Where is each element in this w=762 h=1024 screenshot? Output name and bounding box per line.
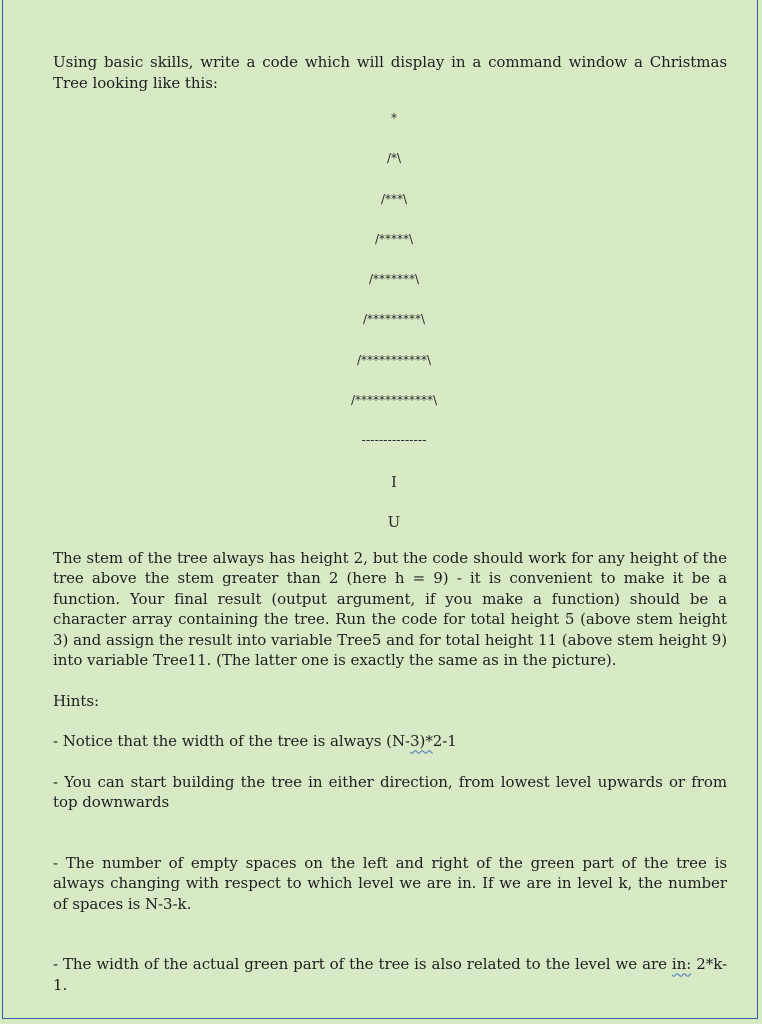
tree-line: /*********\: [362, 312, 426, 327]
hint-direction: - You can start building the tree in either direction, from lowest level upwards or from top downwards: [53, 772, 727, 812]
hint-width-text: - Notice that the width of the tree is always (N-: [53, 732, 411, 751]
christmas-tree-figure: [53, 111, 727, 536]
tree-line: /*****\: [374, 231, 414, 246]
hint-green-width-text-end: 2*k-1.: [53, 955, 727, 994]
spellcheck-marked-text: in:: [671, 955, 692, 974]
description-paragraph: The stem of the tree always has height 2, but the code should work for any height of the tree above the stem greater than 2 (here h = 9) - it is convenient to make it be a function. Your final result (output argument, if you make a function) should be a character array containing the tree. Run the code for total height 5 (above stem height 3) and assign the result into variable Tree5 and for total height 11 (above stem height 9) into variable Tree11. (The latter one is exactly the same as in the picture).: [53, 548, 727, 670]
tree-line: /*\: [386, 151, 402, 166]
tree-line: /*******\: [368, 272, 420, 287]
hint-width-text-end: 2-1: [432, 732, 457, 751]
tree-base-line: ---------------: [361, 433, 427, 448]
hint-width: [53, 731, 727, 752]
hint-green-width-text: - The width of the actual green part of the tree is also related to the level we are: [53, 955, 672, 974]
tree-line: /***********\: [356, 352, 432, 367]
hint-spaces: - The number of empty spaces on the left and right of the green part of the tree is always changing with respect to which level we are in. If we are in level k, the number of spaces is N-3-k.: [53, 853, 727, 913]
spellcheck-marked-text: 3)*: [410, 732, 433, 751]
tree-stem-line: I: [391, 472, 397, 491]
tree-stem-line: U: [387, 512, 401, 531]
intro-paragraph: Using basic skills, write a code which will display in a command window a Christmas Tree looking like this:: [53, 53, 727, 92]
document-content: [53, 52, 727, 995]
document-page: [2, 0, 758, 1019]
tree-line: /*************\: [350, 393, 438, 408]
hints-heading: Hints:: [53, 691, 100, 710]
tree-line: /***\: [380, 191, 408, 206]
hint-green-width: [53, 954, 727, 995]
tree-line: *: [391, 111, 397, 125]
